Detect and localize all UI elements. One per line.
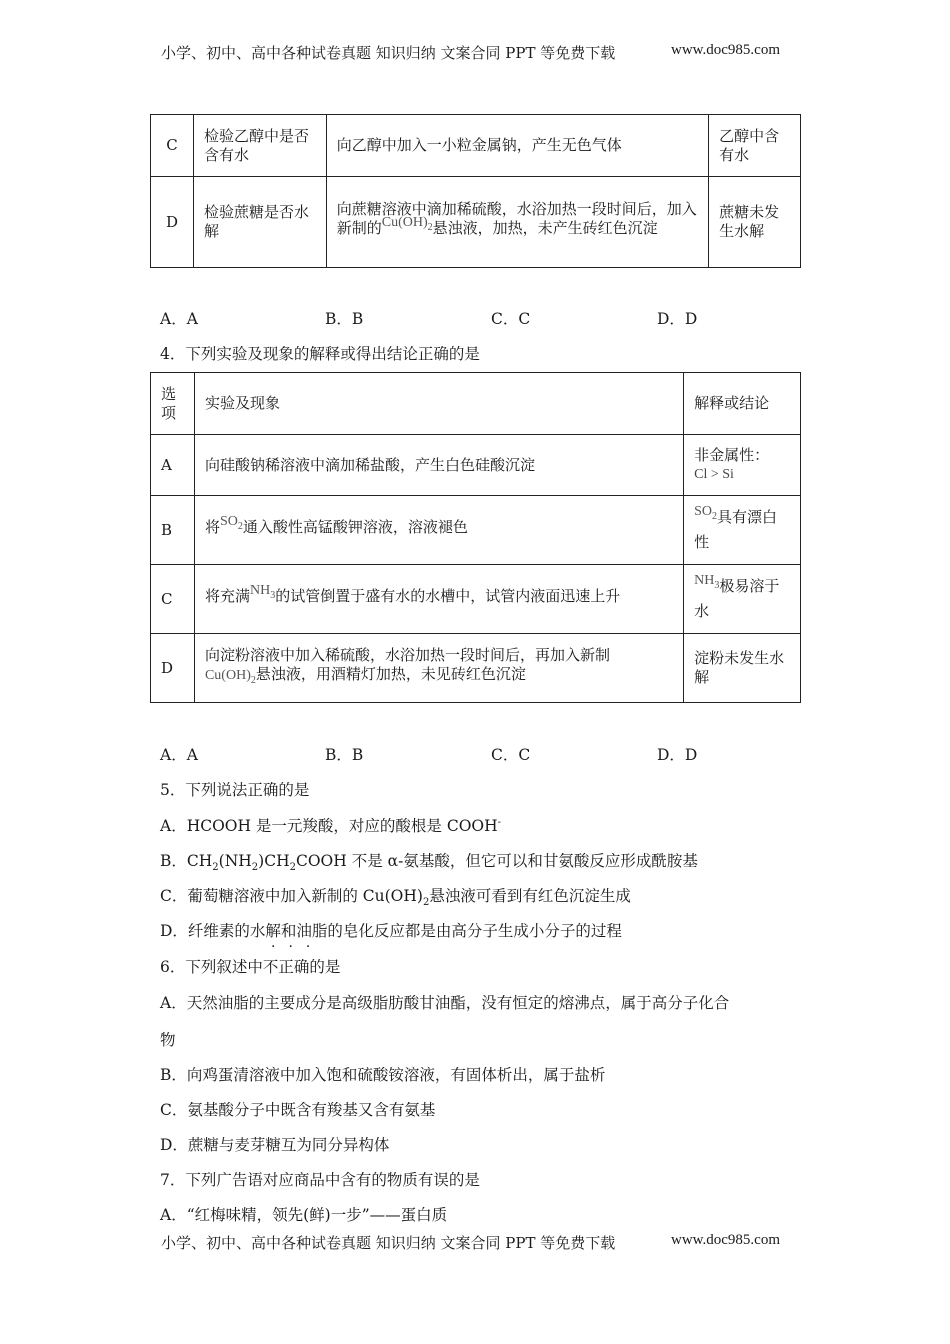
conclusion-cell: $NH_3$极易溶于水 xyxy=(684,565,801,634)
q6-option-a-continued: 物 xyxy=(160,1031,176,1049)
option-d[interactable]: D．D xyxy=(657,746,698,764)
header-website: www.doc985.com xyxy=(671,42,781,58)
header-left-text: 小学、初中、高中各种试卷真题 知识归纳 文案合同 PPT 等免费下载 xyxy=(161,44,616,62)
q5-option-b[interactable]: B．$CH_2(NH_2)CH_2COOH$ 不是 α-氨基酸，但它可以和甘氨酸反应形成酰胺基 xyxy=(160,852,698,874)
q7-stem: 7．下列广告语对应商品中含有的物质有误的是 xyxy=(160,1171,480,1189)
option-cell: D xyxy=(151,177,194,268)
option-b[interactable]: B．B xyxy=(325,746,364,764)
q6-option-a[interactable]: A．天然油脂的主要成分是高级脂肪酸甘油酯，没有恒定的熔沸点，属于高分子化合 xyxy=(160,994,730,1012)
conclusion-cell: $SO_2$具有漂白性 xyxy=(684,496,801,565)
q5-option-d[interactable]: D．纤维素的水解和油脂的皂化反应都是由高分子生成小分子的过程 xyxy=(160,922,622,940)
q4-stem: 4．下列实验及现象的解释或得出结论正确的是 xyxy=(160,345,480,363)
purpose-cell: 检验蔗糖是否水解 xyxy=(193,177,326,268)
table-row xyxy=(151,435,801,496)
q3-table xyxy=(150,114,801,268)
q6-stem: 6．下列叙述中不正确的是 xyxy=(160,958,341,976)
table-row xyxy=(151,496,801,565)
option-c[interactable]: C．C xyxy=(491,746,531,764)
conclusion-cell: 淀粉未发生水解 xyxy=(684,634,801,703)
option-cell: A xyxy=(151,435,195,496)
option-cell: D xyxy=(151,634,195,703)
conclusion-cell: 非金属性： Cl > Si xyxy=(684,435,801,496)
option-d[interactable]: D．D xyxy=(657,310,698,328)
formula-so2: $SO_2$ xyxy=(219,513,243,532)
option-c[interactable]: C．C xyxy=(491,310,531,328)
formula-nh3: $NH_3$ xyxy=(249,582,276,601)
q6-option-c[interactable]: C．氨基酸分子中既含有羧基又含有氨基 xyxy=(160,1101,436,1119)
footer-left-text: 小学、初中、高中各种试卷真题 知识归纳 文案合同 PPT 等免费下载 xyxy=(161,1234,616,1252)
table-row xyxy=(151,115,801,177)
q6-option-d[interactable]: D．蔗糖与麦芽糖互为同分异构体 xyxy=(160,1136,390,1154)
option-cell: C xyxy=(151,115,194,177)
option-cell: C xyxy=(151,565,195,634)
formula-cu-oh2: $Cu(OH)_2$ xyxy=(381,215,433,233)
procedure-cell: 向乙醇中加入一小粒金属钠，产生无色气体 xyxy=(326,115,708,177)
experiment-cell: 将$SO_2$通入酸性高锰酸钾溶液，溶液褪色 xyxy=(194,496,683,565)
conclusion-cell: 蔗糖未发生水解 xyxy=(709,177,801,268)
table-header-row xyxy=(151,373,801,435)
purpose-cell: 检验乙醇中是否含有水 xyxy=(193,115,326,177)
table-row xyxy=(151,565,801,634)
formula-cu-oh2: $Cu(OH)_2$ xyxy=(204,668,256,686)
header-option: 选项 xyxy=(151,373,195,435)
q5-option-a[interactable]: A．HCOOH 是一元羧酸，对应的酸根是 COOH- xyxy=(160,816,502,835)
q5-option-c[interactable]: C．葡萄糖溶液中加入新制的 $Cu(OH)_2$悬浊液可看到有红色沉淀生成 xyxy=(160,887,631,909)
experiment-cell: 向硅酸钠稀溶液中滴加稀盐酸，产生白色硅酸沉淀 xyxy=(194,435,683,496)
header-conclusion: 解释或结论 xyxy=(684,373,801,435)
emphasis-dots: ··· xyxy=(271,939,324,955)
q5-stem: 5．下列说法正确的是 xyxy=(160,781,310,799)
option-b[interactable]: B．B xyxy=(325,310,364,328)
option-a[interactable]: A．A xyxy=(160,310,198,328)
experiment-cell: 将充满$NH_3$的试管倒置于盛有水的水槽中，试管内液面迅速上升 xyxy=(194,565,683,634)
q4-table xyxy=(150,372,801,703)
procedure-cell: 向蔗糖溶液中滴加稀硫酸，水浴加热一段时间后，加入新制的$Cu(OH)_2$悬浊液，加热，未产生砖红色沉淀 xyxy=(326,177,708,268)
q7-option-a[interactable]: A．“红梅味精，领先(鲜)一步”——蛋白质 xyxy=(160,1206,448,1224)
q6-option-b[interactable]: B．向鸡蛋清溶液中加入饱和硫酸铵溶液，有固体析出，属于盐析 xyxy=(160,1066,606,1084)
experiment-cell: 向淀粉溶液中加入稀硫酸，水浴加热一段时间后，再加入新制 $Cu(OH)_2$悬浊液，用酒精灯加热，未见砖红色沉淀 xyxy=(194,634,683,703)
table-row xyxy=(151,634,801,703)
option-a[interactable]: A．A xyxy=(160,746,198,764)
table-row xyxy=(151,177,801,268)
footer-website: www.doc985.com xyxy=(671,1232,781,1248)
header-experiment: 实验及现象 xyxy=(194,373,683,435)
option-cell: B xyxy=(151,496,195,565)
conclusion-cell: 乙醇中含有水 xyxy=(709,115,801,177)
